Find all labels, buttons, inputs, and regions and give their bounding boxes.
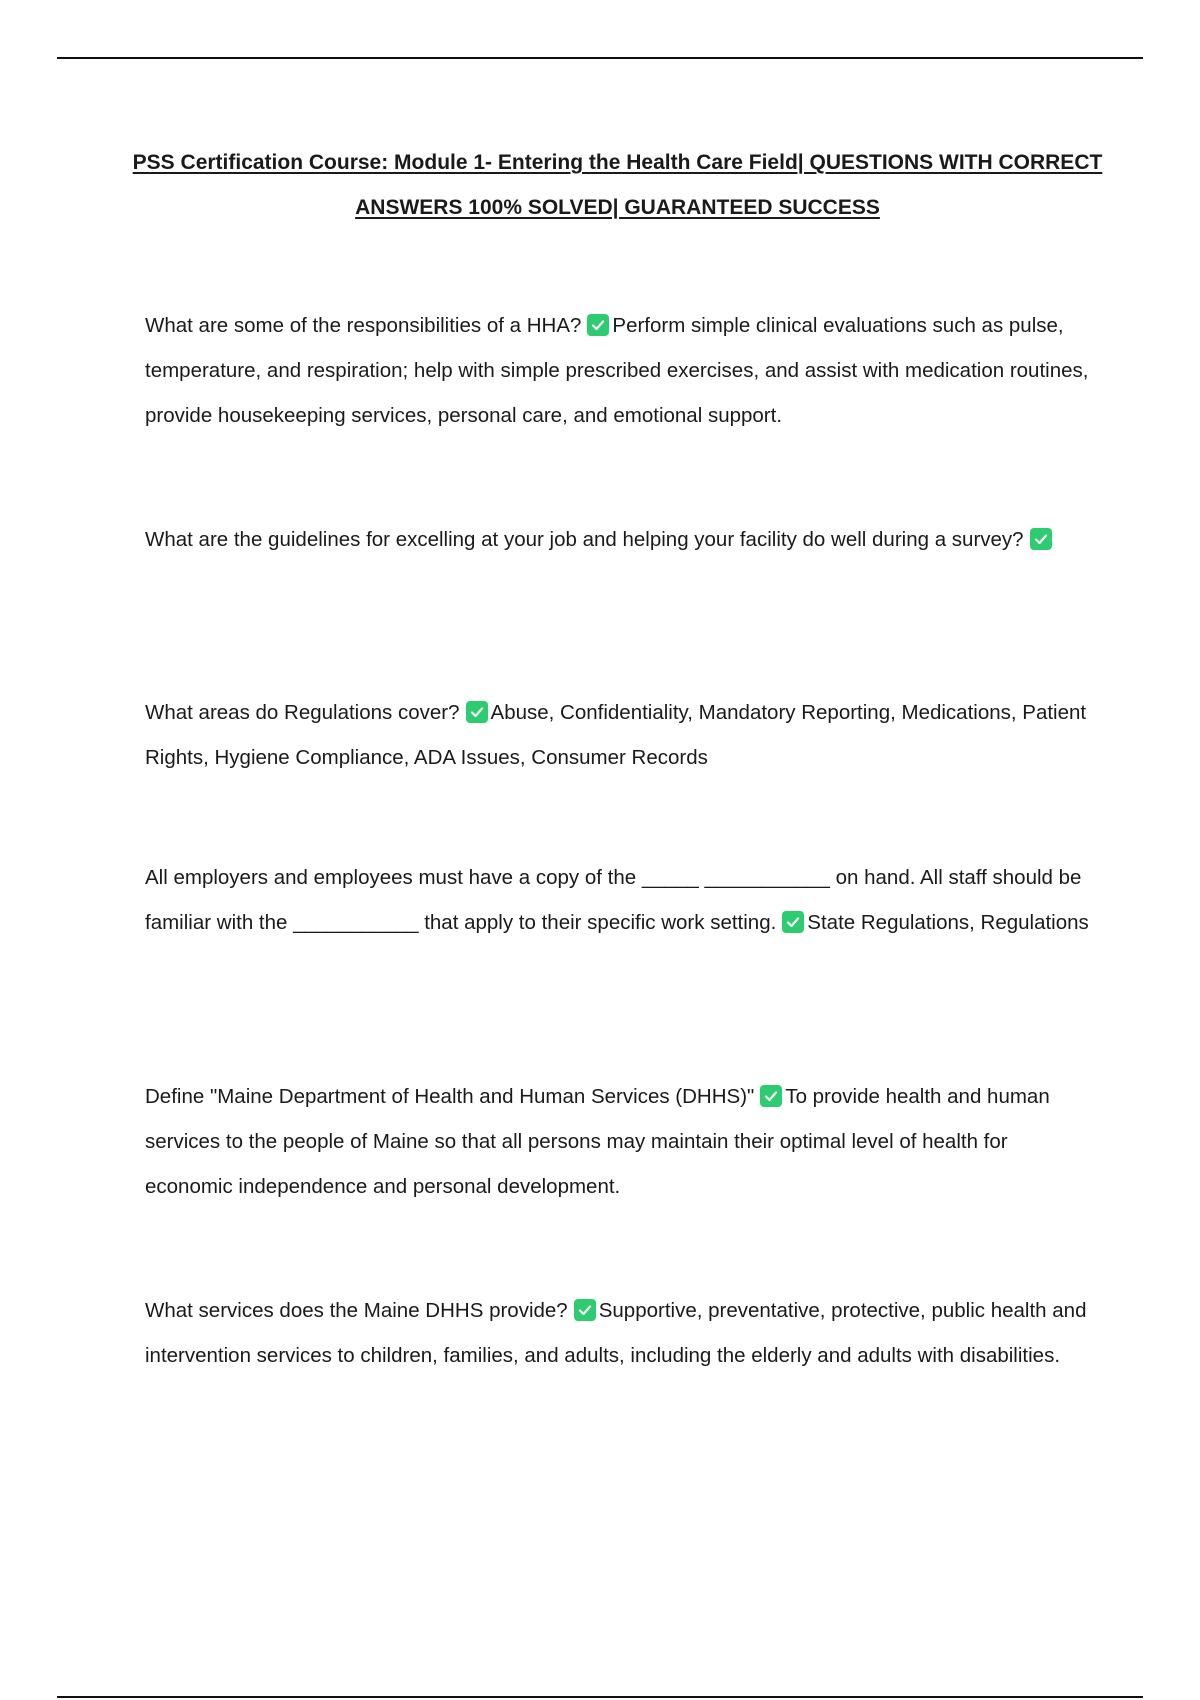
- qa-item-5: [145, 1074, 1095, 1209]
- document-title: PSS Certification Course: Module 1- Entering the Health Care Field| QUESTIONS WITH CORRECT ANSWERS 100% SOLVED| GUARANTEED SUCCESS: [132, 151, 1103, 219]
- question-6: What services does the Maine DHHS provide?: [145, 1299, 568, 1322]
- check-icon: [587, 314, 609, 336]
- answer-5: To provide health and human services to the people of Maine so that all persons may maintain their optimal level of health for economic independence and personal development.: [145, 1085, 1050, 1198]
- qa-item-1: [145, 303, 1095, 438]
- qa-item-2: [145, 517, 1095, 562]
- answer-6: Supportive, preventative, protective, public health and intervention services to children, families, and adults, including the elderly and adults with disabilities.: [145, 1299, 1087, 1367]
- answer-1: Perform simple clinical evaluations such as pulse, temperature, and respiration; help with simple prescribed exercises, and assist with medication routines, provide housekeeping services, personal care, and emotional support.: [145, 314, 1089, 427]
- question-5: Define "Maine Department of Health and Human Services (DHHS)": [145, 1085, 755, 1108]
- question-4: All employers and employees must have a copy of the _____ ___________ on hand. All staff should be familiar with the ___________ that apply to their specific work setting.: [145, 866, 1082, 934]
- top-rule: [57, 57, 1143, 59]
- qa-item-6: [145, 1288, 1095, 1378]
- check-icon: [760, 1085, 782, 1107]
- qa-item-3: [145, 690, 1095, 780]
- check-icon: [574, 1299, 596, 1321]
- check-icon: [782, 911, 804, 933]
- question-2: What are the guidelines for excelling at your job and helping your facility do well during a survey?: [145, 528, 1024, 551]
- question-1: What are some of the responsibilities of a HHA?: [145, 314, 582, 337]
- check-icon: [1030, 528, 1052, 550]
- answer-4: State Regulations, Regulations: [807, 911, 1089, 934]
- qa-item-4: [145, 855, 1095, 945]
- answer-3: Abuse, Confidentiality, Mandatory Reporting, Medications, Patient Rights, Hygiene Compliance, ADA Issues, Consumer Records: [145, 701, 1087, 769]
- bottom-rule: [57, 1696, 1143, 1698]
- question-3: What areas do Regulations cover?: [145, 701, 460, 724]
- check-icon: [466, 701, 488, 723]
